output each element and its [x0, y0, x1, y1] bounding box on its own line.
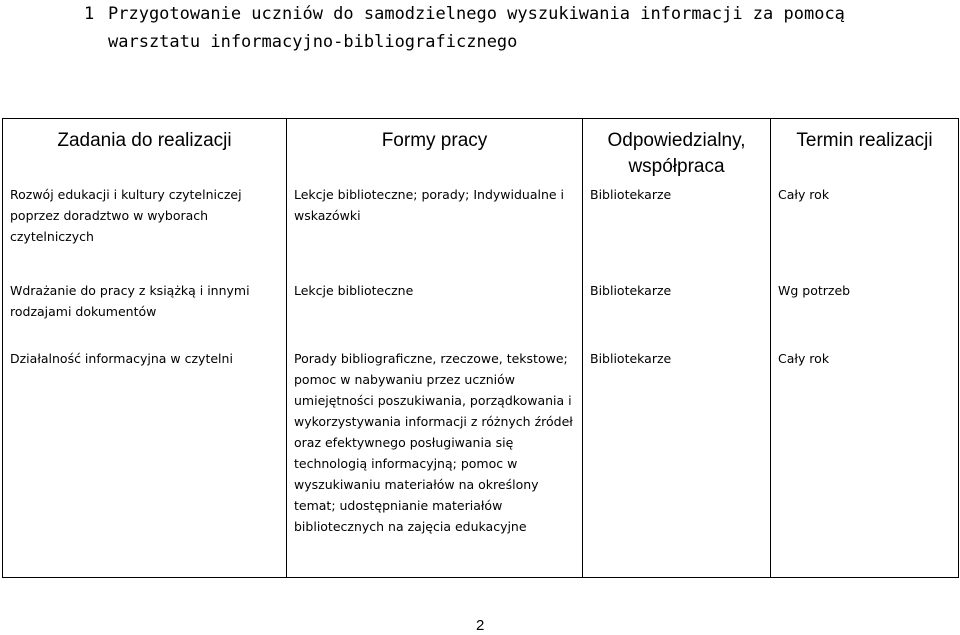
cell-termin: Cały rok: [771, 348, 959, 578]
section-heading: [84, 0, 944, 56]
cell-odpowiedzialny: Bibliotekarze: [583, 184, 771, 280]
header-zadania: Zadania do realizacji: [3, 119, 287, 185]
cell-zadania: Wdrażanie do pracy z książką i innymi rodzajami dokumentów: [3, 280, 287, 348]
cell-termin: Wg potrzeb: [771, 280, 959, 348]
cell-odpowiedzialny: Bibliotekarze: [583, 280, 771, 348]
cell-formy: Lekcje biblioteczne; porady; Indywidualne i wskazówki: [287, 184, 583, 280]
cell-odpowiedzialny: Bibliotekarze: [583, 348, 771, 578]
table-row: [3, 184, 959, 280]
section-title: Przygotowanie uczniów do samodzielnego wyszukiwania informacji za pomocą warsztatu informacyjno-bibliograficznego: [108, 4, 845, 52]
page-number: 2: [476, 617, 485, 634]
section-number: 1: [84, 4, 95, 24]
header-formy-pracy: Formy pracy: [287, 119, 583, 185]
cell-zadania: Rozwój edukacji i kultury czytelniczej poprzez doradztwo w wyborach czytelniczych: [3, 184, 287, 280]
header-termin: Termin realizacji: [771, 119, 959, 185]
table-header-row: [3, 119, 959, 185]
cell-zadania: Działalność informacyjna w czytelni: [3, 348, 287, 578]
cell-termin: Cały rok: [771, 184, 959, 280]
cell-formy: Lekcje biblioteczne: [287, 280, 583, 348]
table-row: [3, 348, 959, 578]
header-odpowiedzialny: Odpowiedzialny, współpraca: [583, 119, 771, 185]
work-plan-table: [2, 118, 959, 578]
cell-formy: Porady bibliograficzne, rzeczowe, tekstowe; pomoc w nabywaniu przez uczniów umiejętności poszukiwania, porządkowania i wykorzystywania informacji z różnych źródeł oraz efektywnego posługiwania się technologią informacyjną; pomoc w wyszukiwaniu materiałów na określony temat; udostępnianie materiałów bibliotecznych na zajęcia edukacyjne: [287, 348, 583, 578]
table-row: [3, 280, 959, 348]
